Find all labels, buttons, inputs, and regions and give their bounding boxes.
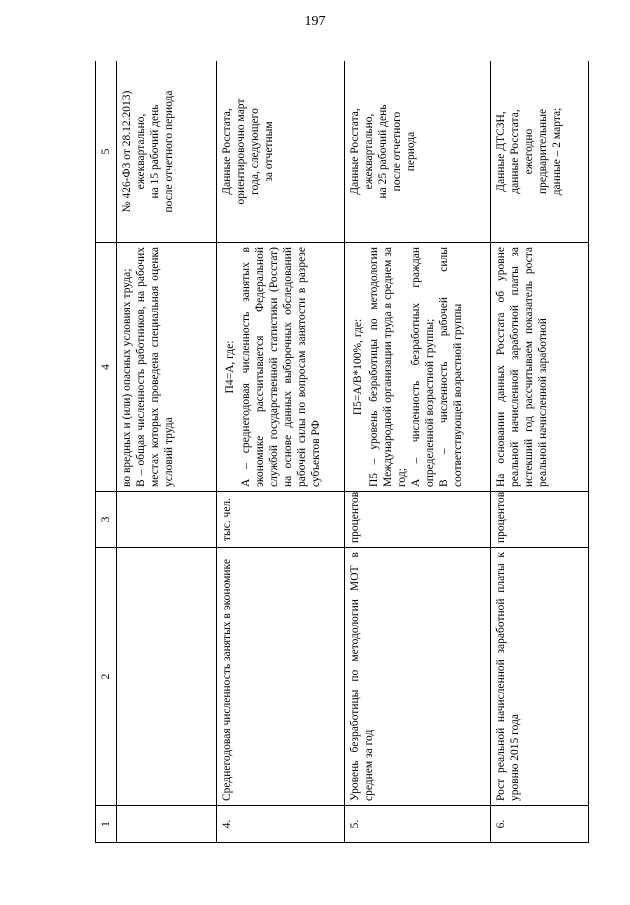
unit: тыс. чел.	[217, 492, 345, 548]
header-col-3: 3	[96, 492, 117, 548]
method-description: А – среднегодовая численность занятых в экономике рассчитывается Федеральной службой государственной статистики (Росстат) на основе данных выборочных обследований рабочей силы по вопросам занятости в разрезе субъектов РФ	[240, 247, 323, 487]
source-description: Данные Росстата, ориентировочно март года, следующего за отчетным	[221, 98, 276, 205]
header-col-2: 2	[96, 548, 117, 806]
table-row-continuation	[117, 61, 217, 843]
source-text	[117, 61, 217, 243]
source-text	[345, 61, 491, 243]
row-number: 5.	[345, 806, 491, 843]
indicator-table	[95, 61, 589, 843]
unit: процентов	[345, 492, 491, 548]
rotated-table-frame	[95, 61, 589, 843]
row-number: 4.	[217, 806, 345, 843]
method-description: П5 – уровень безработицы по методологии Международной организации труда в среднем за год; А – численность безработных граждан определенной возрастной группы; В – численность рабочей силы соответствующей возрастной группы	[368, 247, 465, 487]
source-text	[491, 61, 589, 243]
method-text	[217, 243, 345, 492]
indicator-name: Среднегодовая численность занятых в экономике	[217, 548, 345, 806]
formula: П5=А/В*100%, где:	[352, 318, 364, 416]
header-col-5: 5	[96, 61, 117, 243]
table-row	[491, 61, 589, 843]
source-description: Данные Росстата, ежеквартально, на 25 рабочий день после отчетного периода	[349, 104, 418, 199]
row-number: 6.	[491, 806, 589, 843]
table-container	[95, 61, 589, 843]
header-col-4: 4	[96, 243, 117, 492]
indicator-name: Уровень безработицы по методологии МОТ в среднем за год	[345, 548, 491, 806]
row-number	[117, 806, 217, 843]
method-continuation: во вредных и (или) опасных условиях труда; В – общая численность работников, на рабочих местах которых проведена специальная оценка условий труда	[121, 247, 176, 487]
indicator-name: Рост реальной начисленной заработной платы к уровню 2015 года	[491, 548, 589, 806]
source-continuation: № 426-ФЗ от 28.12.2013) ежеквартально, на 15 рабочий день после отчетного периода	[121, 90, 176, 213]
table-row	[345, 61, 491, 843]
unit	[117, 492, 217, 548]
method-text	[345, 243, 491, 492]
source-description: Данные ДТСЗН, данные Росстата, ежегодно предварительные данные – 2 марта;	[495, 107, 564, 196]
method-text	[117, 243, 217, 492]
page-number: 197	[304, 14, 326, 29]
unit: процентов	[491, 492, 589, 548]
source-text	[217, 61, 345, 243]
method-text	[491, 243, 589, 492]
indicator-name	[117, 548, 217, 806]
table-row	[217, 61, 345, 843]
header-row	[96, 61, 117, 843]
method-description: На основании данных Росстата об уровне реальной начисленной заработной платы за истекший год рассчитываем показатель роста реальной начисленной заработной	[495, 247, 550, 487]
header-col-1: 1	[96, 806, 117, 843]
formula: П4=А, где:	[224, 340, 236, 394]
